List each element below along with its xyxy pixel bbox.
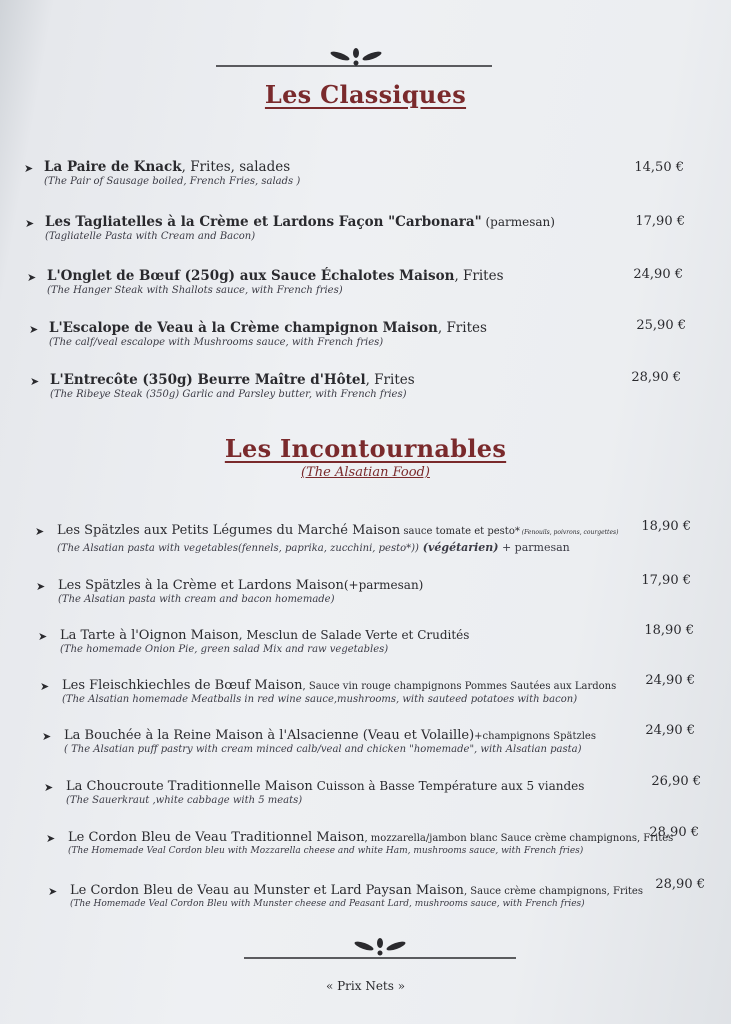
item-name: L'Onglet de Bœuf (250g) aux Sauce Échalotes Maison	[47, 268, 455, 284]
item-desc: (The homemade Onion Pie, green salad Mix and raw vegetables)	[60, 644, 389, 655]
arrow-icon: ➤	[42, 730, 52, 743]
arrow-icon: ➤	[24, 162, 34, 175]
menu-item	[48, 882, 643, 909]
menu-item	[27, 268, 504, 296]
item-desc: (Tagliatelle Pasta with Cream and Bacon)	[45, 231, 256, 242]
item-price: 18,90 €	[641, 519, 691, 534]
item-extra: +champignons Spätzles	[474, 731, 596, 742]
item-price: 24,90 €	[645, 723, 695, 738]
item-price: 26,90 €	[651, 774, 701, 789]
item-name: Le Cordon Bleu de Veau Traditionnel Maison	[68, 830, 365, 845]
item-name: La Bouchée à la Reine Maison à l'Alsacienne (Veau et Volaille)	[64, 728, 475, 743]
arrow-icon: ➤	[44, 781, 54, 794]
menu-item	[24, 159, 300, 187]
item-extra-small: (Fenouils, poivrons, courgettes)	[519, 529, 619, 536]
item-price: 25,90 €	[636, 318, 686, 333]
item-name: Le Cordon Bleu de Veau au Munster et Lard Paysan Maison	[70, 883, 464, 898]
item-name: Les Tagliatelles à la Crème et Lardons Façon "Carbonara"	[45, 214, 482, 230]
item-name: Les Spätzles à la Crème et Lardons Maison	[58, 578, 344, 593]
arrow-icon: ➤	[27, 271, 37, 284]
menu-item	[46, 829, 673, 856]
item-name: L'Entrecôte (350g) Beurre Maître d'Hôtel	[50, 372, 366, 388]
arrow-icon: ➤	[30, 375, 40, 388]
ornament-bottom-icon	[0, 934, 731, 964]
item-desc: (The Alsatian pasta with vegetables(fennels, paprika, zucchini, pesto*))	[57, 543, 419, 554]
item-price: 28,90 €	[631, 370, 681, 385]
item-name: L'Escalope de Veau à la Crème champignon Maison	[49, 320, 438, 336]
item-extra: Cuisson à Basse Température aux 5 viandes	[312, 779, 585, 793]
item-desc: (The Alsatian pasta with cream and bacon homemade)	[58, 594, 335, 605]
ornament-top-icon	[0, 46, 731, 76]
menu-item	[44, 778, 584, 806]
arrow-icon: ➤	[29, 323, 39, 336]
item-extra: , Frites, salades	[181, 159, 291, 175]
item-extra: , Frites	[437, 320, 487, 336]
item-name: La Choucroute Traditionnelle Maison	[66, 779, 313, 794]
item-extra: , Frites	[454, 268, 504, 284]
item-price: 18,90 €	[644, 623, 694, 638]
item-price: 24,90 €	[633, 267, 683, 282]
item-desc: (The Sauerkraut ,white cabbage with 5 meats)	[66, 795, 303, 806]
arrow-icon: ➤	[40, 680, 50, 693]
item-desc: (The Homemade Veal Cordon Bleu with Munster cheese and Peasant Lard, mushrooms sauce, with French fries)	[70, 899, 585, 909]
item-name: Les Spätzles aux Petits Légumes du Marché Maison	[57, 523, 401, 538]
item-veg-extra: + parmesan	[498, 541, 570, 554]
section-subtitle: (The Alsatian Food)	[301, 465, 430, 480]
item-extra: (parmesan)	[481, 215, 555, 229]
arrow-icon: ➤	[25, 217, 35, 230]
item-desc: (The Hanger Steak with Shallots sauce, with French fries)	[47, 285, 343, 296]
item-desc: (The Homemade Veal Cordon bleu with Mozzarella cheese and white Ham, mushrooms sauce, with French fries)	[68, 846, 584, 856]
item-extra: , Sauce vin rouge champignons Pommes Sautées aux Lardons	[302, 681, 617, 692]
arrow-icon: ➤	[35, 525, 45, 538]
item-extra: sauce tomate et pesto*	[400, 526, 520, 537]
menu-item	[29, 320, 487, 348]
footer-net-prices: « Prix Nets »	[325, 979, 406, 993]
item-price: 17,90 €	[641, 573, 691, 588]
arrow-icon: ➤	[36, 580, 46, 593]
item-price: 28,90 €	[655, 877, 705, 892]
menu-item	[25, 214, 555, 242]
item-extra: , mozzarella/jambon blanc Sauce crème champignons, Frites	[364, 833, 674, 844]
menu-item	[40, 677, 616, 705]
item-name: Les Fleischkiechles de Bœuf Maison	[62, 678, 303, 693]
item-price: 14,50 €	[634, 160, 684, 175]
item-price: 17,90 €	[635, 214, 685, 229]
item-desc: ( The Alsatian puff pastry with cream minced calb/veal and chicken "homemade", with Alsatian pasta)	[64, 744, 582, 755]
item-desc: (The Alsatian homemade Meatballs in red wine sauce,mushrooms, with sauteed potatoes with bacon)	[62, 694, 578, 705]
menu-item	[30, 372, 415, 400]
item-extra: (+parmesan)	[343, 578, 424, 592]
item-extra: , Sauce crème champignons, Frites	[463, 886, 643, 897]
arrow-icon: ➤	[46, 832, 56, 845]
menu-item	[42, 727, 596, 755]
item-name: La Paire de Knack	[44, 159, 182, 175]
menu-item	[38, 627, 469, 655]
section-title-incontournables: Les Incontournables	[224, 434, 507, 463]
item-desc: (The Pair of Sausage boiled, French Fries, salads )	[44, 176, 301, 187]
menu-item	[36, 577, 423, 605]
menu-item	[35, 522, 618, 554]
item-extra: , Frites	[365, 372, 415, 388]
item-name: La Tarte à l'Oignon Maison	[60, 628, 239, 643]
item-price: 24,90 €	[645, 673, 695, 688]
arrow-icon: ➤	[38, 630, 48, 643]
item-desc: (The Ribeye Steak (350g) Garlic and Parsley butter, with French fries)	[50, 389, 407, 400]
item-extra: , Mesclun de Salade Verte et Crudités	[238, 628, 470, 642]
item-desc: (The calf/veal escalope with Mushrooms sauce, with French fries)	[49, 337, 384, 348]
arrow-icon: ➤	[48, 885, 58, 898]
vegetarian-label: (végétarien)	[418, 541, 499, 554]
item-price: 28,90 €	[649, 825, 699, 840]
section-title-classiques: Les Classiques	[264, 80, 467, 109]
